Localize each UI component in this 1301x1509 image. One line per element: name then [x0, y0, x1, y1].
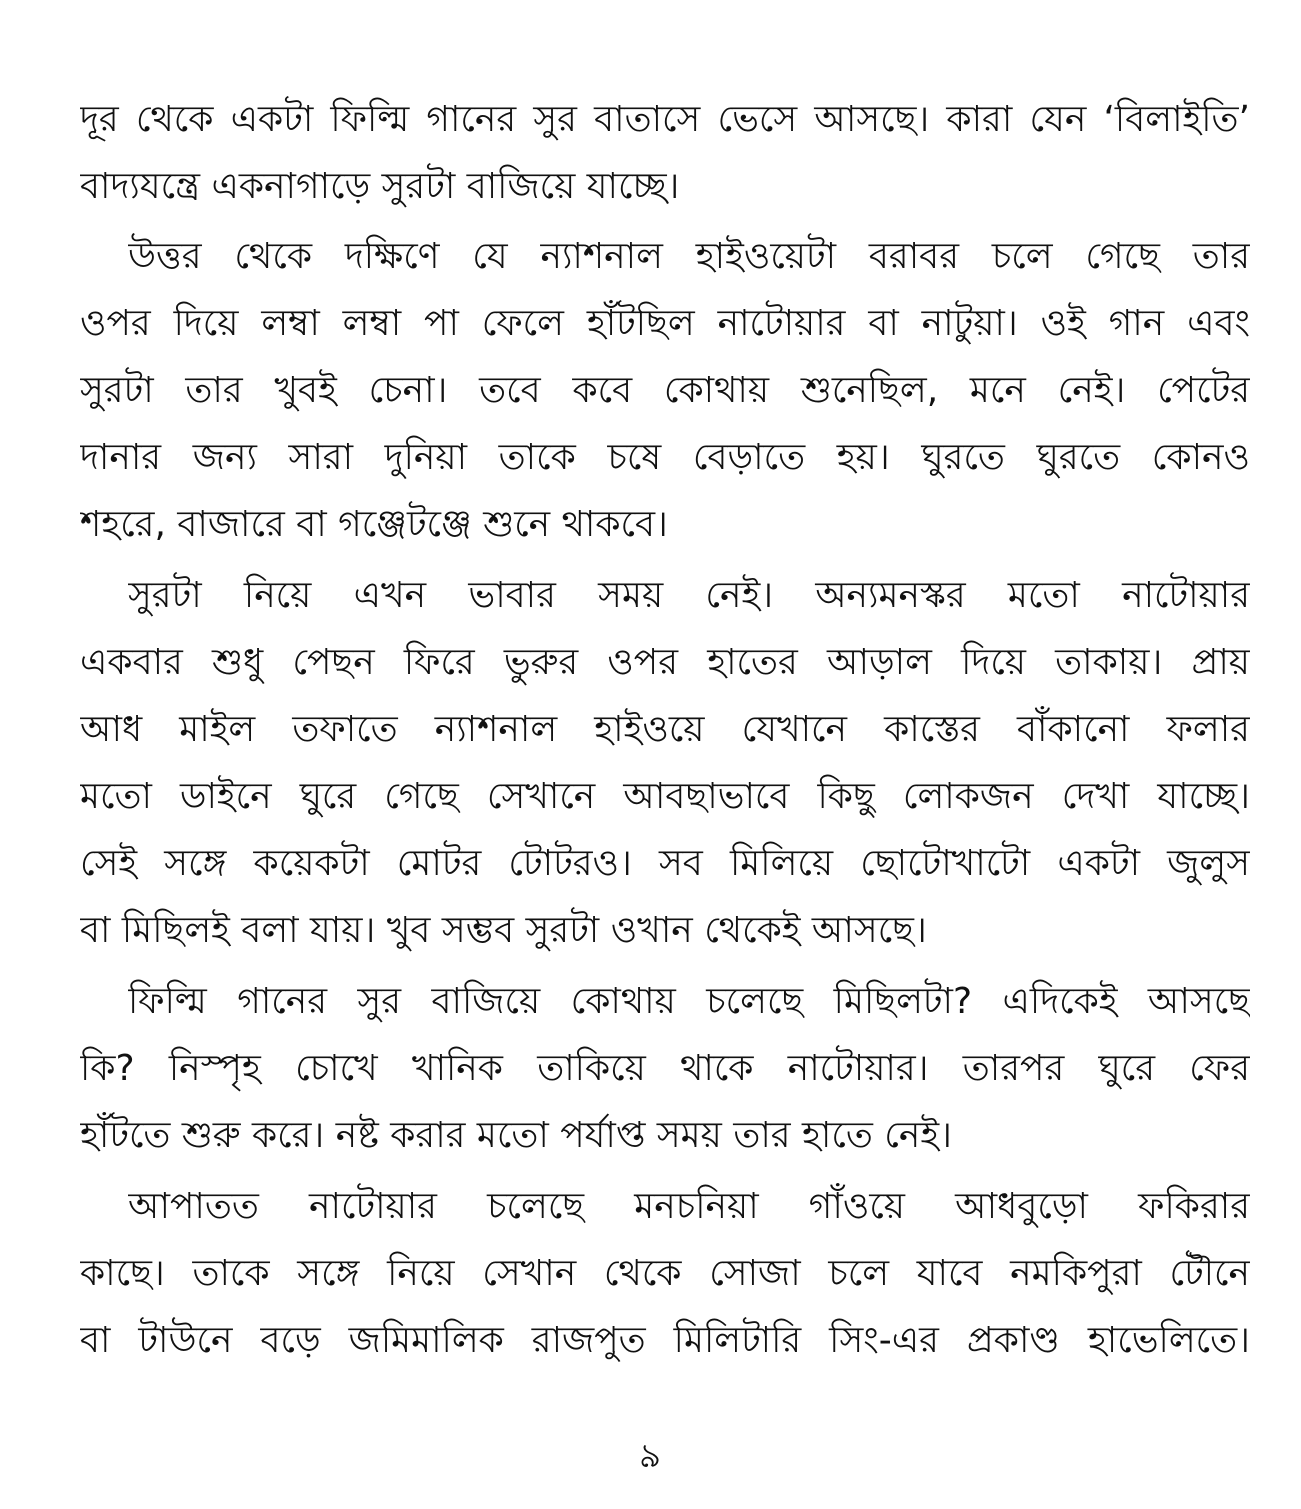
text-line: সেই সঙ্গে কয়েকটা মোটর টোটরও। সব মিলিয়ে ছোটোখাটো একটা জুলুস — [80, 843, 1250, 884]
text-line: ওপর দিয়ে লম্বা লম্বা পা ফেলে হাঁটছিল নাটোয়ার বা নাটুয়া। ওই গান এবং — [80, 303, 1250, 344]
text-line: আধ মাইল তফাতে ন্যাশনাল হাইওয়ে যেখানে কাস্তের বাঁকানো ফলার — [80, 709, 1250, 750]
text-line: কি? নিস্পৃহ চোখে খানিক তাকিয়ে থাকে নাটোয়ার। তারপর ঘুরে ফের — [80, 1048, 1250, 1089]
text-line: একবার শুধু পেছন ফিরে ভুরুর ওপর হাতের আড়াল দিয়ে তাকায়। প্রায় — [80, 642, 1250, 683]
text-line: বা মিছিলই বলা যায়। খুব সম্ভব সুরটা ওখান থেকেই আসছে। — [80, 910, 927, 951]
text-line: দূর থেকে একটা ফিল্মি গানের সুর বাতাসে ভেসে আসছে। কারা যেন ‘বিলাইতি’ — [80, 99, 1250, 140]
text-line: শহরে, বাজারে বা গঞ্জেটঞ্জে শুনে থাকবে। — [80, 504, 668, 545]
text-line: বাদ্যযন্ত্রে একনাগাড়ে সুরটা বাজিয়ে যাচ্ছে। — [80, 166, 680, 207]
text-line: হাঁটতে শুরু করে। নষ্ট করার মতো পর্যাপ্ত সময় তার হাতে নেই। — [80, 1115, 952, 1156]
text-line: সুরটা তার খুবই চেনা। তবে কবে কোথায় শুনেছিল, মনে নেই। পেটের — [80, 370, 1250, 411]
page-number: ৯ — [638, 1436, 662, 1476]
text-line: দানার জন্য সারা দুনিয়া তাকে চষে বেড়াতে হয়। ঘুরতে ঘুরতে কোনও — [80, 437, 1250, 478]
text-line: কাছে। তাকে সঙ্গে নিয়ে সেখান থেকে সোজা চলে যাবে নমকিপুরা টৌনে — [80, 1253, 1250, 1294]
text-line: সুরটা নিয়ে এখন ভাবার সময় নেই। অন্যমনস্কর মতো নাটোয়ার — [128, 575, 1250, 616]
text-line: ফিল্মি গানের সুর বাজিয়ে কোথায় চলেছে মিছিলটা? এদিকেই আসছে — [128, 981, 1250, 1022]
text-line: উত্তর থেকে দক্ষিণে যে ন্যাশনাল হাইওয়েটা বরাবর চলে গেছে তার — [128, 236, 1250, 277]
text-line: বা টাউনে বড়ে জমিমালিক রাজপুত মিলিটারি সিং-এর প্রকাণ্ড হাভেলিতে। — [80, 1320, 1250, 1361]
text-line: আপাতত নাটোয়ার চলেছে মনচনিয়া গাঁওয়ে আধবুড়ো ফকিরার — [128, 1186, 1250, 1227]
text-line: মতো ডাইনে ঘুরে গেছে সেখানে আবছাভাবে কিছু লোকজন দেখা যাচ্ছে। — [80, 776, 1250, 817]
